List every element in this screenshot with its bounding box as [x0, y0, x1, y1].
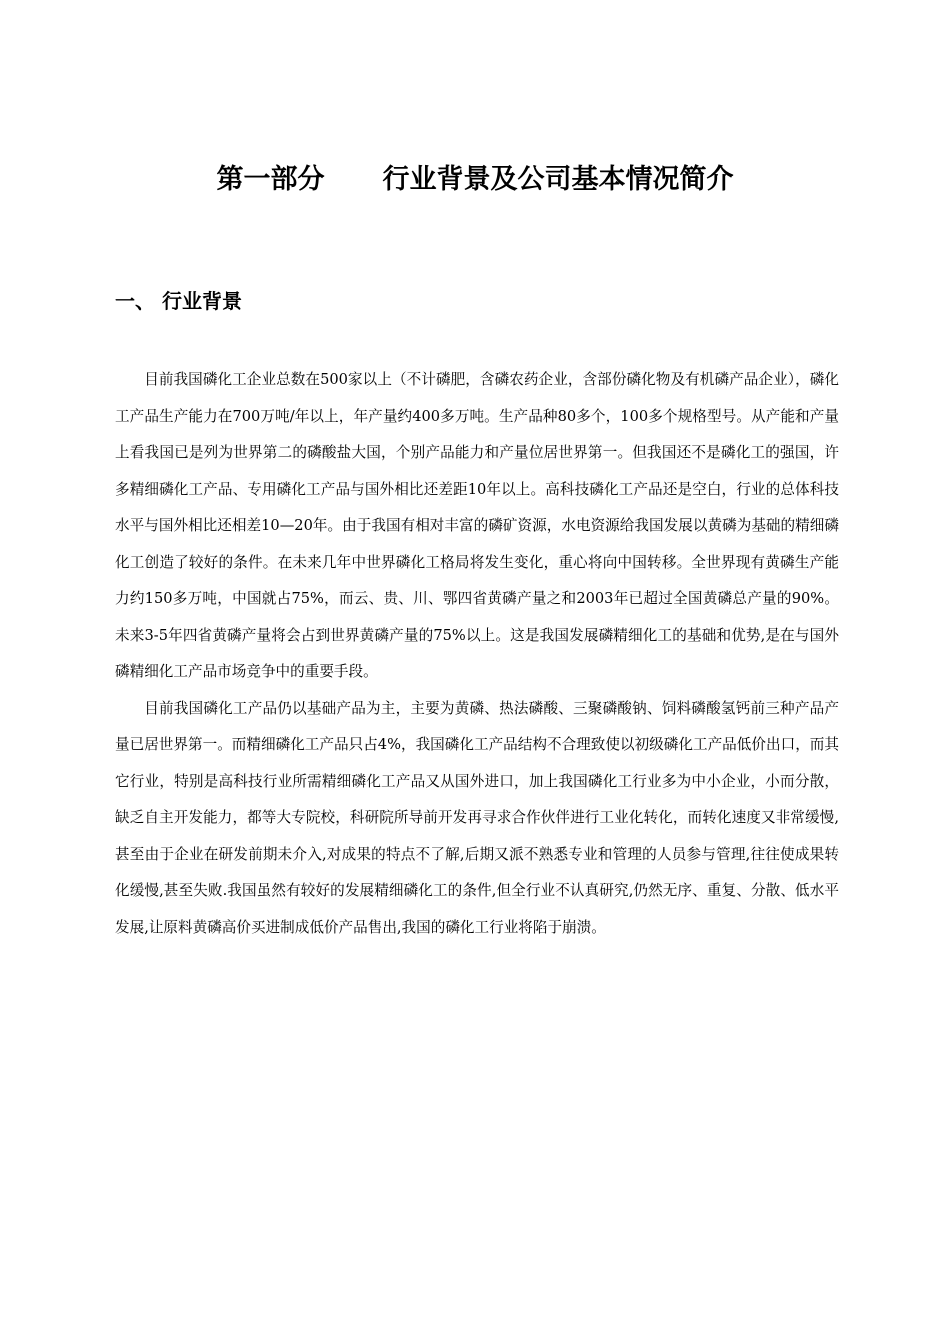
body-text: [115, 362, 839, 946]
section-heading: 一、 行业背景: [115, 289, 242, 313]
part-title: [0, 160, 950, 200]
part-label: 第一部分: [216, 164, 325, 195]
paragraph-2: 目前我国磷化工产品仍以基础产品为主，主要为黄磷、热法磷酸、三聚磷酸钠、饲料磷酸氢钙前三种产品产量已居世界第一。而精细磷化工产品只占4%，我国磷化工产品结构不合理致使以初级磷化工产品低价出口，而其它行业，特别是高科技行业所需精细磷化工产品又从国外进口，加上我国磷化工行业多为中小企业，小而分散，缺乏自主开发能力，都等大专院校，科研院所导前开发再寻求合作伙伴进行工业化转化，而转化速度又非常缓慢,甚至由于企业在研发前期未介入,对成果的特点不了解,后期又派不熟悉专业和管理的人员参与管理,往往使成果转化缓慢,甚至失败.我国虽然有较好的发展精细磷化工的条件,但全行业不认真研究,仍然无序、重复、分散、低水平发展,让原料黄磷高价买进制成低价产品售出,我国的磷化工行业将陷于崩溃。: [115, 699, 839, 936]
paragraph-1: 目前我国磷化工企业总数在500家以上（不计磷肥，含磷农药企业，含部份磷化物及有机磷产品企业），磷化工产品生产能力在700万吨/年以上，年产量约400多万吨。生产品种80多个，100多个规格型号。从产能和产量上看我国已是列为世界第二的磷酸盐大国，个别产品能力和产量位居世界第一。但我国还不是磷化工的强国，许多精细磷化工产品、专用磷化工产品与国外相比还差距10年以上。高科技磷化工产品还是空白，行业的总体科技水平与国外相比还相差10—20年。由于我国有相对丰富的磷矿资源，水电资源给我国发展以黄磷为基础的精细磷化工创造了较好的条件。在未来几年中世界磷化工格局将发生变化，重心将向中国转移。全世界现有黄磷生产能力约150多万吨，中国就占75%，而云、贵、川、鄂四省黄磷产量之和2003年已超过全国黄磷总产量的90%。未来3-5年四省黄磷产量将会占到世界黄磷产量的75%以上。这是我国发展磷精细化工的基础和优势,是在与国外磷精细化工产品市场竞争中的重要手段。: [115, 371, 839, 680]
part-title-text: 行业背景及公司基本情况简介: [382, 164, 734, 195]
